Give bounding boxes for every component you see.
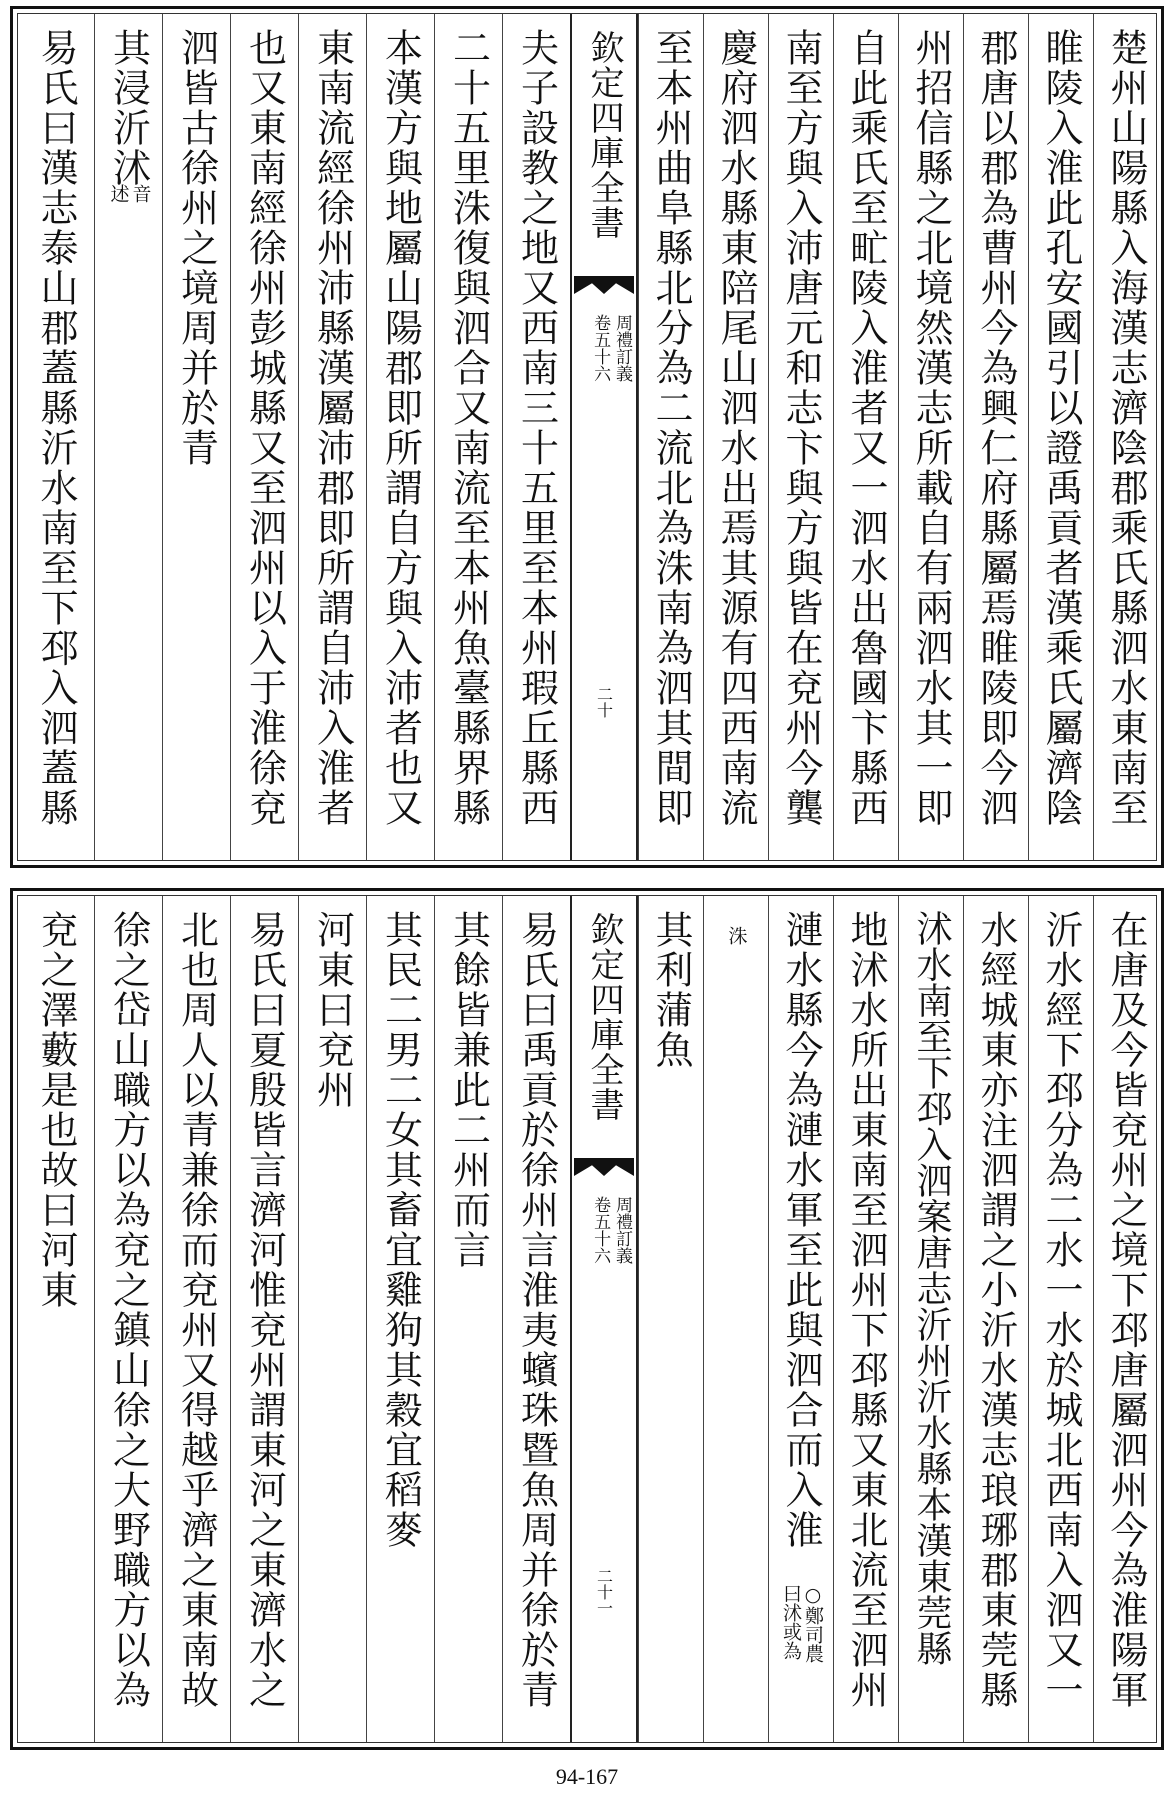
book-title: 欽定四庫全書 — [584, 912, 624, 1122]
text-column — [963, 14, 1028, 860]
text-column — [18, 896, 94, 1742]
column-text: 洙 — [725, 926, 748, 946]
column-text: 睢陵入淮此孔安國引以證禹貢者漢乘氏屬濟陰 — [1039, 28, 1083, 828]
column-text: 楚州山陽縣入海漢志濟陰郡乘氏縣泗水東南至 — [1104, 28, 1148, 828]
book-title: 欽定四庫全書 — [584, 30, 624, 240]
note-line-a: 鄭司農 — [801, 1606, 824, 1663]
text-column — [1093, 896, 1158, 1742]
upper-page-frame — [17, 13, 1157, 861]
column-text: 易氏曰禹貢於徐州言淮夷蠙珠暨魚周并徐於青 — [514, 910, 559, 1710]
volume-number: 卷五十六 — [590, 1196, 611, 1264]
column-text: 其民二男二女其畜宜雞狗其穀宜稻麥 — [378, 910, 423, 1550]
column-text: 易氏曰漢志泰山郡蓋縣沂水南至下邳入泗蓋縣 — [34, 28, 78, 828]
text-column — [434, 896, 502, 1742]
column-text: 州招信縣之北境然漢志所載自有兩泗水其一即 — [909, 28, 953, 828]
volume-info — [590, 1196, 630, 1264]
text-column — [298, 14, 366, 860]
column-text: 兗之澤藪是也故曰河東 — [34, 910, 78, 1310]
column-text: 河東曰兗州 — [310, 910, 355, 1110]
column-text: 至本州曲阜縣北分為二流北為洙南為泗其間即 — [649, 28, 693, 828]
text-column — [703, 14, 768, 860]
upper-page — [10, 6, 1164, 868]
column-text: 南至方與入沛唐元和志卞與方與皆在兗州今龔 — [779, 28, 823, 828]
column-text: 沭水南至下邳入泗案唐志沂州沂水縣本漢東莞縣 — [911, 910, 952, 1666]
text-column — [833, 896, 898, 1742]
text-column — [898, 896, 963, 1742]
note-line: 述 — [107, 184, 130, 203]
column-text: 其利蒲魚 — [649, 910, 693, 1070]
annotation-note — [780, 1584, 822, 1663]
column-text: 二十五里洙復與泗合又南流至本州魚臺縣界縣 — [446, 28, 491, 828]
text-column — [230, 14, 298, 860]
text-column — [230, 896, 298, 1742]
column-text: 東南流經徐州沛縣漢屬沛郡即所謂自沛入淮者 — [310, 28, 355, 828]
note-line-b: 曰沭或為 — [780, 1584, 802, 1660]
text-column — [768, 14, 833, 860]
center-spine — [570, 896, 638, 1742]
text-column — [703, 896, 768, 1742]
text-column — [833, 14, 898, 860]
fish-tail-mark — [574, 1158, 634, 1176]
column-text: 也又東南經徐州彭城縣又至泗州以入于淮徐兗 — [242, 28, 287, 828]
text-column — [898, 14, 963, 860]
note-line: 音 — [129, 184, 152, 203]
page-number: 二十一 — [594, 1568, 614, 1616]
text-column — [94, 896, 162, 1742]
volume-info — [590, 314, 630, 382]
volume-title: 周禮訂義 — [612, 1196, 632, 1264]
column-text: 其餘皆兼此二州而言 — [446, 910, 491, 1270]
text-column — [434, 14, 502, 860]
lower-page-frame — [17, 895, 1157, 1743]
annotation-note — [108, 184, 150, 203]
text-column — [638, 896, 703, 1742]
volume-title: 周禮訂義 — [612, 314, 632, 382]
text-column — [18, 14, 94, 860]
text-column — [638, 14, 703, 860]
lower-page — [10, 888, 1164, 1750]
column-text: 慶府泗水縣東陪尾山泗水出焉其源有四西南流 — [714, 28, 758, 828]
text-column — [963, 896, 1028, 1742]
text-column — [502, 14, 570, 860]
column-text: 在唐及今皆兗州之境下邳唐屬泗州今為淮陽軍 — [1104, 910, 1148, 1710]
text-column — [1028, 14, 1093, 860]
column-text: 沂水經下邳分為二水一水於城北西南入泗又一 — [1039, 910, 1083, 1710]
column-text: 泗皆古徐州之境周并於青 — [174, 28, 219, 468]
column-text: 漣水縣今為漣水軍至此與泗合而入淮 — [779, 910, 823, 1550]
text-column — [366, 896, 434, 1742]
note-line — [802, 1584, 822, 1663]
text-column — [1028, 896, 1093, 1742]
text-column — [768, 896, 833, 1742]
text-column — [162, 14, 230, 860]
text-column — [1093, 14, 1158, 860]
column-text: 夫子設教之地又西南三十五里至本州瑕丘縣西 — [514, 28, 559, 828]
text-column — [502, 896, 570, 1742]
column-text: 地沭水所出東南至泗州下邳縣又東北流至泗州 — [844, 910, 888, 1710]
text-column — [366, 14, 434, 860]
column-text: 北也周人以青兼徐而兗州又得越乎濟之東南故 — [174, 910, 219, 1710]
page-footer-number: 94-167 — [555, 1764, 619, 1789]
page-number: 二十 — [594, 686, 614, 718]
column-text: 易氏曰夏殷皆言濟河惟兗州謂東河之東濟水之 — [242, 910, 287, 1710]
note-circle: ○ — [801, 1584, 824, 1606]
text-column — [94, 14, 162, 860]
column-text: 其浸沂沭 — [106, 28, 151, 188]
volume-number: 卷五十六 — [590, 314, 611, 382]
column-text: 徐之岱山職方以為兗之鎮山徐之大野職方以為 — [106, 910, 151, 1710]
center-spine — [570, 14, 638, 860]
column-text: 郡唐以郡為曹州今為興仁府縣屬焉睢陵即今泗 — [974, 28, 1018, 828]
text-column — [162, 896, 230, 1742]
text-column — [298, 896, 366, 1742]
column-text: 水經城東亦注泗謂之小沂水漢志琅琊郡東莞縣 — [974, 910, 1018, 1710]
column-text: 本漢方與地屬山陽郡即所謂自方與入沛者也又 — [378, 28, 423, 828]
fish-tail-mark — [574, 276, 634, 294]
column-text: 自此乘氏至甿陵入淮者又一泗水出魯國卞縣西 — [844, 28, 888, 828]
